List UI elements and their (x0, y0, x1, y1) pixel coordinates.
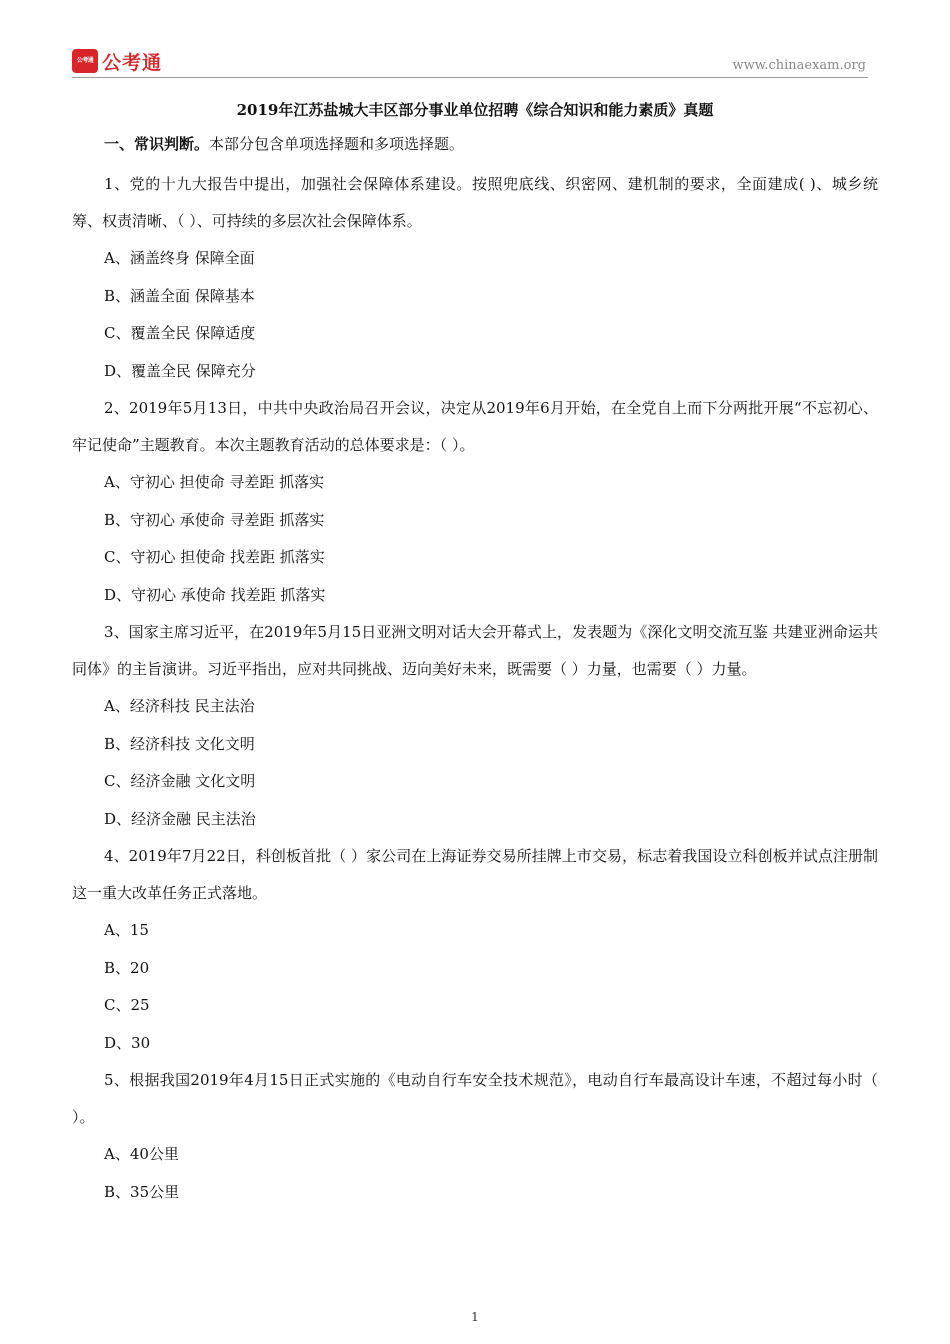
question-1 (72, 166, 878, 390)
section-heading (104, 132, 878, 156)
option-b: B、20 (104, 958, 150, 977)
option-b: B、涵盖全面 保障基本 (104, 286, 255, 305)
option-a: A、经济科技 民主法治 (104, 697, 255, 715)
option-b: B、经济科技 文化文明 (104, 734, 255, 753)
option-c: C、覆盖全民 保障适度 (104, 324, 256, 342)
question-2 (72, 390, 878, 614)
option-d: D、30 (104, 1033, 151, 1052)
section-description: 本部分包含单项选择题和多项选择题。 (209, 135, 465, 153)
option-a: A、涵盖终身 保障全面 (104, 249, 255, 267)
logo (72, 48, 162, 74)
option-d: D、经济金融 民主法治 (104, 809, 256, 828)
document-body (72, 98, 878, 1211)
document-title: 2019年江苏盐城大丰区部分事业单位招聘《综合知识和能力素质》真题 (236, 101, 714, 119)
option-a: A、40公里 (104, 1145, 179, 1163)
logo-text: 公考通 (102, 51, 163, 74)
question-5 (72, 1062, 878, 1211)
question-stem: 5、根据我国2019年4月15日正式实施的《电动自行车安全技术规范》，电动自行车最高设计车速，不超过每小时（ ）。 (72, 1071, 878, 1126)
option-d: D、守初心 承使命 找差距 抓落实 (104, 585, 326, 604)
question-stem: 1、党的十九大报告中提出，加强社会保障体系建设。按照兜底线、织密网、建机制的要求，全面建成( )、城乡统筹、权责清晰、（ ）、可持续的多层次社会保障体系。 (72, 175, 878, 230)
page-header (72, 46, 868, 78)
page-number: 1 (471, 1310, 479, 1324)
option-c: C、经济金融 文化文明 (104, 772, 256, 790)
option-a: A、15 (104, 921, 149, 939)
header-divider (72, 77, 868, 78)
question-stem: 3、国家主席习近平，在2019年5月15日亚洲文明对话大会开幕式上，发表题为《深化文明交流互鉴 共建亚洲命运共同体》的主旨演讲。习近平指出，应对共同挑战、迈向美好未来，既需要（ ）力量，也需要（ ）力量。 (72, 623, 878, 678)
option-b: B、守初心 承使命 寻差距 抓落实 (104, 510, 325, 529)
option-c: C、25 (104, 996, 150, 1014)
question-3 (72, 614, 878, 838)
logo-badge-icon: 公考通 (72, 49, 98, 73)
question-stem: 2、2019年5月13日，中共中央政治局召开会议，决定从2019年6月开始，在全党自上而下分两批开展“不忘初心、牢记使命”主题教育。本次主题教育活动的总体要求是：（ ）。 (72, 399, 878, 454)
option-d: D、覆盖全民 保障充分 (104, 361, 256, 380)
option-a: A、守初心 担使命 寻差距 抓落实 (104, 473, 325, 491)
site-url[interactable]: www.chinaexam.org (732, 58, 866, 73)
option-c: C、守初心 担使命 找差距 抓落实 (104, 548, 325, 566)
option-b: B、35公里 (104, 1182, 180, 1201)
question-4 (72, 838, 878, 1062)
question-stem: 4、2019年7月22日，科创板首批（ ）家公司在上海证券交易所挂牌上市交易，标志着我国设立科创板并试点注册制这一重大改革任务正式落地。 (72, 847, 878, 902)
section-heading-label: 一、常识判断。 (104, 135, 210, 153)
